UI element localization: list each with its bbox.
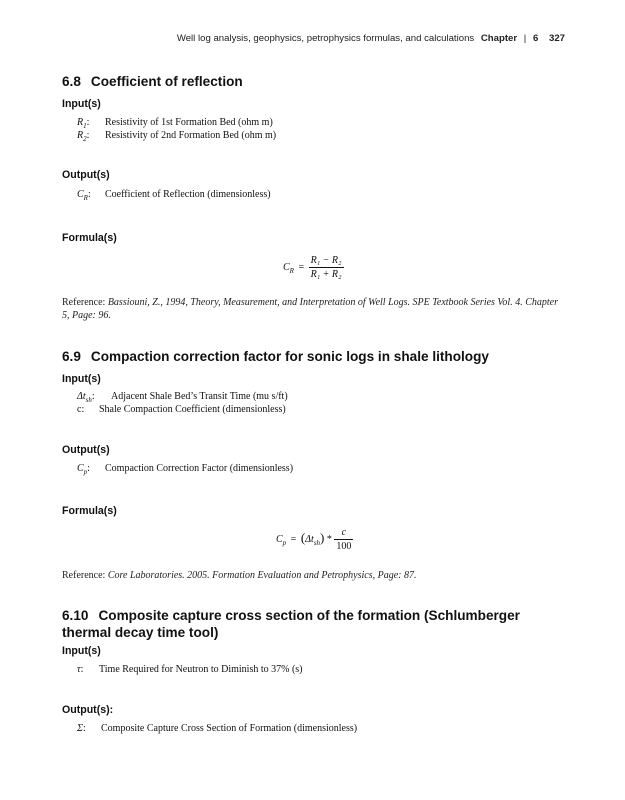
equals-sign: = bbox=[298, 261, 305, 273]
multiply-operator: * bbox=[326, 533, 332, 545]
chapter-label: Chapter bbox=[480, 33, 518, 44]
variable-description: Composite Capture Cross Section of Formation (dimensionless) bbox=[101, 723, 358, 734]
section-title-text: Compaction correction factor for sonic logs in shale lithology bbox=[90, 349, 489, 364]
fraction-denominator: R₁ + R₂ bbox=[310, 269, 342, 280]
variable-symbol: $C_R$: bbox=[77, 189, 91, 202]
inputs-heading: Input(s) bbox=[62, 98, 101, 110]
output-variable bbox=[77, 463, 294, 476]
variable-description: Compaction Correction Factor (dimensionless) bbox=[105, 463, 294, 474]
variable-description: Resistivity of 2nd Formation Bed (ohm m) bbox=[105, 130, 277, 141]
input-variable bbox=[77, 391, 288, 404]
input-variable bbox=[77, 130, 277, 143]
fraction-numerator: R₁ − R₂ bbox=[310, 255, 342, 266]
inputs-heading: Input(s) bbox=[62, 373, 101, 385]
section-number: 6.10 bbox=[62, 608, 89, 623]
section-number: 6.8 bbox=[62, 74, 81, 89]
variable-description: Coefficient of Reflection (dimensionless) bbox=[105, 189, 271, 200]
chapter-number: 6 bbox=[532, 33, 539, 44]
reference-label: Reference: bbox=[62, 297, 106, 308]
section-title bbox=[62, 348, 572, 365]
inputs-heading: Input(s) bbox=[62, 645, 101, 657]
formula-heading: Formula(s) bbox=[62, 232, 117, 244]
formula bbox=[276, 527, 353, 552]
variable-description: Adjacent Shale Bed’s Transit Time (mu s/ft) bbox=[111, 391, 288, 402]
variable-symbol: $\Delta t_{sh}$: bbox=[77, 391, 95, 404]
parenthesized-term: $(\Delta t_{sh})$ bbox=[300, 529, 325, 547]
running-title: Well log analysis, geophysics, petrophysics formulas, and calculations bbox=[176, 33, 475, 44]
page-number: 327 bbox=[548, 33, 565, 44]
running-header bbox=[177, 33, 565, 44]
variable-symbol: Σ: bbox=[77, 723, 86, 734]
formula bbox=[283, 255, 344, 280]
variable-symbol: $R_1$: bbox=[77, 117, 90, 130]
output-variable bbox=[77, 189, 271, 202]
formula-lhs: $C_R$ bbox=[283, 261, 294, 275]
formula-lhs: $C_p$ bbox=[276, 533, 287, 547]
variable-symbol: τ: bbox=[77, 664, 84, 675]
fraction-numerator: c bbox=[334, 527, 353, 540]
input-variable bbox=[77, 664, 303, 677]
header-separator: | bbox=[523, 33, 527, 44]
variable-description: Resistivity of 1st Formation Bed (ohm m) bbox=[105, 117, 273, 128]
reference-citation: Core Laboratories. 2005. Formation Evaluation and Petrophysics, Page: 87. bbox=[107, 570, 417, 581]
fraction bbox=[309, 255, 344, 280]
formula-heading: Formula(s) bbox=[62, 505, 117, 517]
variable-description: Shale Compaction Coefficient (dimensionless) bbox=[99, 404, 286, 415]
section-title-text: Composite capture cross section of the formation (Schlumberger thermal decay time tool) bbox=[62, 608, 520, 640]
output-variable bbox=[77, 723, 358, 736]
outputs-heading: Output(s) bbox=[62, 444, 110, 456]
outputs-heading: Output(s) bbox=[62, 169, 110, 181]
section-number: 6.9 bbox=[62, 349, 81, 364]
variable-symbol: $R_2$: bbox=[77, 130, 90, 143]
input-variable bbox=[77, 404, 286, 417]
fraction bbox=[334, 527, 353, 552]
variable-symbol: $C_p$: bbox=[77, 463, 90, 476]
outputs-heading: Output(s): bbox=[62, 704, 114, 716]
variable-symbol: c: bbox=[77, 404, 85, 415]
input-variable bbox=[77, 117, 273, 130]
equals-sign: = bbox=[290, 533, 297, 545]
reference-citation: Bassiouni, Z., 1994, Theory, Measurement, and Interpretation of Well Logs. SPE Textbook Series Vol. 4. Chapter 5, Page: 96. bbox=[62, 297, 558, 321]
reference bbox=[62, 569, 567, 582]
fraction-denominator: 100 bbox=[336, 541, 352, 552]
section-title bbox=[62, 73, 572, 90]
reference-label: Reference: bbox=[62, 570, 106, 581]
section-title bbox=[62, 607, 572, 641]
reference bbox=[62, 296, 567, 322]
section-title-text: Coefficient of reflection bbox=[90, 74, 243, 89]
variable-description: Time Required for Neutron to Diminish to 37% (s) bbox=[99, 664, 303, 675]
